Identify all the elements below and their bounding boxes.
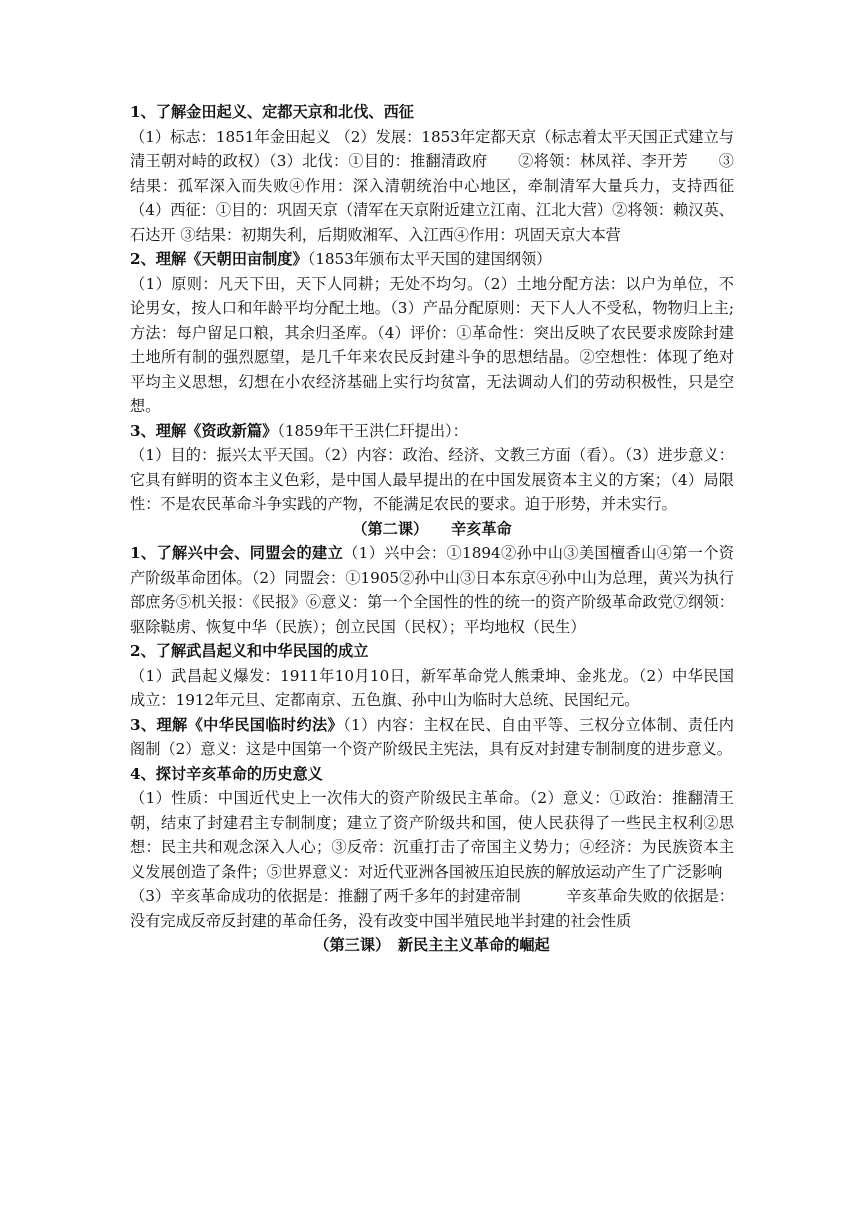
section-note-3: （1859年干王洪仁玕提出）：	[277, 421, 468, 440]
section-heading-3: 3、理解《资政新篇》	[130, 421, 278, 440]
l2-section-3-heading: 3、理解《中华民国临时约法》	[130, 715, 344, 734]
l2-section-4-heading: 4、探讨辛亥革命的历史意义	[130, 764, 323, 783]
l2-section-1-body: （1）兴中会：①1894②孙中山③美国檀香山④第一个资产阶级革命团体。（2）同盟会：①1905②孙中山③日本东京④孙中山为总理，黄兴为执行部庶务⑤机关报：《民报》⑥意义：第一个全国性的性的统一的资产阶级革命政党⑦纲领：驱除鞑虏、恢复中华（民族）；创立民国（民权）；平均地权（民生）	[130, 544, 734, 636]
document-page	[130, 100, 734, 958]
section-heading-2: 2、理解《天朝田亩制度》	[130, 250, 308, 268]
l2-section-3	[130, 713, 734, 762]
section-body-2: （1）原则：凡天下田，天下人同耕；无处不均匀。（2）土地分配方法：以户为单位，不论男女，按人口和年龄平均分配土地。（3）产品分配原则：天下人人不受私，物物归上主;方法：每户留足口粮，其余归圣库。（4）评价：①革命性：突出反映了农民要求废除封建土地所有制的强烈愿望，是几千年来农民反封建斗争的思想结晶。②空想性：体现了绝对平均主义思想，幻想在小农经济基础上实行均贫富，无法调动人们的劳动积极性，只是空想。	[130, 274, 734, 415]
lesson-3-title: （第三课） 新民主主义革命的崛起	[314, 936, 550, 954]
l2-section-3-body: （1）内容：主权在民、自由平等、三权分立体制、责任内阁制（2）意义：这是中国第一个资产阶级民主宪法，具有反对封建专制制度的进步意义。	[130, 715, 734, 758]
lesson-2-title: （第二课） 辛亥革命	[352, 519, 512, 538]
l2-section-2-body: （1）武昌起义爆发：1911年10月10日，新军革命党人熊秉坤、金兆龙。（2）中华民国成立：1912年元旦、定都南京、五色旗、孙中山为临时大总统、民国纪元。	[130, 666, 734, 709]
l2-section-1	[130, 541, 734, 639]
section-heading-1: 1、了解金田起义、定都天京和北伐、西征	[130, 103, 414, 121]
l2-section-2-heading: 2、了解武昌起义和中华民国的成立	[130, 642, 369, 660]
section-3	[130, 419, 734, 444]
l2-section-1-heading: 1、了解兴中会、同盟会的建立	[130, 544, 344, 562]
section-body-3: （1）目的：振兴太平天国。（2）内容：政治、经济、文教三方面（看）。（3）进步意义：它具有鲜明的资本主义色彩，是中国人最早提出的在中国发展资本主义的方案；（4）局限性：不是农民革命斗争实践的产物，不能满足农民的要求。迫于形势，并未实行。	[130, 446, 734, 513]
l2-section-4-body-2: （3）辛亥革命成功的依据是：推翻了两千多年的封建帝制 辛亥革命失败的依据是：没有完成反帝反封建的革命任务，没有改变中国半殖民地半封建的社会性质	[130, 887, 734, 930]
section-body-1: （1）标志：1851年金田起义 （2）发展：1853年定都天京（标志着太平天国正式建立与清王朝对峙的政权）（3）北伐：①目的：推翻清政府 ②将领：林凤祥、李开芳 ③结果：孤军深入而失败④作用：深入清朝统治中心地区，牵制清军大量兵力，支持西征（4）西征：①目的：巩固天京（清军在天京附近建立江南、江北大营）②将领：赖汉英、石达开 ③结果：初期失利，后期败湘军、入江西④作用：巩固天京大本营	[130, 127, 734, 244]
section-2	[130, 247, 734, 272]
l2-section-4-body-1: （1）性质：中国近代史上一次伟大的资产阶级民主革命。（2）意义：①政治：推翻清王朝，结束了封建君主专制制度；建立了资产阶级共和国，使人民获得了一些民主权利②思想：民主共和观念深入人心；③反帝：沉重打击了帝国主义势力；④经济：为民族资本主义发展创造了条件；⑤世界意义：对近代亚洲各国被压迫民族的解放运动产生了广泛影响	[130, 789, 734, 881]
section-note-2: （1853年颁布太平天国的建国纲领）	[307, 250, 552, 268]
